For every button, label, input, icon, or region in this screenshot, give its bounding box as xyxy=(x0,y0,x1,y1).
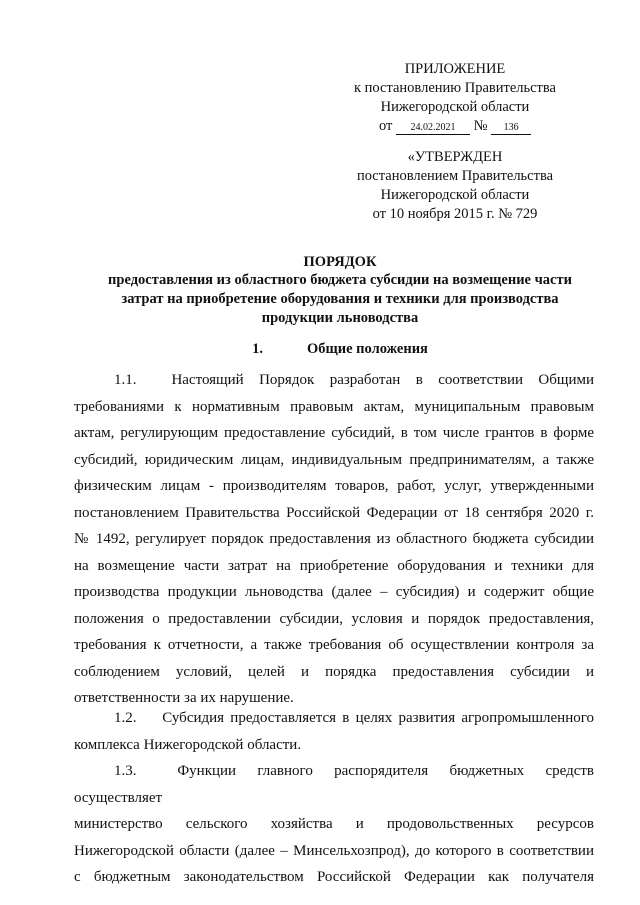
annex-date-value: 24.02.2021 xyxy=(396,122,470,135)
subtitle-line: продукции льноводства xyxy=(261,310,419,326)
paragraph-number: 1.3. xyxy=(114,763,137,779)
annex-line-region: Нижегородской области xyxy=(380,99,530,115)
annex-date-number-line xyxy=(300,117,610,136)
document-title: ПОРЯДОК xyxy=(303,254,377,270)
approval-line-4: от 10 ноября 2015 г. № 729 xyxy=(372,206,538,222)
paragraph-line: производства продукции льноводства (далее – субсидия) и содержит общие xyxy=(74,584,594,600)
approval-line-1: «УТВЕРЖДЕН xyxy=(407,149,503,165)
approval-line-2: постановлением Правительства xyxy=(356,168,554,184)
document-subtitle xyxy=(70,271,610,328)
annex-line-decree: к постановлению Правительства xyxy=(354,80,556,96)
section-title: Общие положения xyxy=(306,341,428,357)
annex-from-label: от xyxy=(378,118,393,134)
paragraph-line: требования к отчетности, а также требования об осуществлении контроля за xyxy=(74,637,594,653)
paragraph-line: министерство сельского хозяйства и продовольственных ресурсов xyxy=(74,816,594,832)
section-number: 1. xyxy=(252,341,263,357)
paragraph-line: постановлением Правительства Российской Федерации от 18 сентября 2020 г. xyxy=(74,504,594,521)
paragraph-line: комплекса Нижегородской области. xyxy=(74,736,302,753)
paragraph-line: актам, регулирующим предоставление субсидий, в том числе грантов в форме xyxy=(74,425,594,441)
paragraph-number: 1.2. xyxy=(114,710,137,726)
paragraph-line: положения о предоставлении субсидии, условия и порядок предоставления, xyxy=(74,610,594,627)
paragraph-line: на возмещение части затрат на приобретение оборудования и техники для xyxy=(74,557,594,574)
approval-line-3: Нижегородской области xyxy=(380,187,530,203)
paragraph-1-2 xyxy=(74,705,594,758)
section-heading xyxy=(70,340,610,359)
paragraph-line: физическим лицам - производителям товаров, работ, услуг, утвержденными xyxy=(74,478,594,494)
paragraph-line: требованиями к нормативным правовым актам, муниципальным правовым xyxy=(74,398,594,415)
annex-title: ПРИЛОЖЕНИЕ xyxy=(404,61,506,77)
subtitle-line: предоставления из областного бюджета субсидии на возмещение части xyxy=(108,272,572,288)
annex-header xyxy=(300,60,610,136)
paragraph-line: 1.1. Настоящий Порядок разработан в соответствии Общими xyxy=(74,367,594,394)
paragraph-line: 1.3. Функции главного распорядителя бюджетных средств осуществляет xyxy=(74,758,594,811)
paragraph-line: субсидий, юридическим лицам, индивидуальным предпринимателям, а также xyxy=(74,451,594,468)
paragraph-line: № 1492, регулирует порядок предоставления из областного бюджета субсидии xyxy=(74,531,594,547)
paragraph-line: с бюджетным законодательством Российской Федерации как получателя xyxy=(74,869,594,885)
paragraph-line: ответственности за их нарушение. xyxy=(74,690,294,706)
subtitle-line: затрат на приобретение оборудования и техники для производства xyxy=(121,291,559,307)
paragraph-number: 1.1. xyxy=(114,372,137,388)
approval-block xyxy=(300,148,610,224)
paragraph-1-3 xyxy=(74,758,594,891)
annex-number-value: 136 xyxy=(491,122,531,135)
paragraph-line: соблюдением условий, целей и порядка предоставления субсидии и xyxy=(74,663,594,680)
paragraph-1-1 xyxy=(74,367,594,712)
paragraph-line: Нижегородской области (далее – Минсельхозпрод), до которого в соответствии xyxy=(74,842,594,859)
annex-number-sign: № xyxy=(473,118,488,134)
paragraph-line: 1.2. Субсидия предоставляется в целях развития агропромышленного xyxy=(74,705,594,732)
